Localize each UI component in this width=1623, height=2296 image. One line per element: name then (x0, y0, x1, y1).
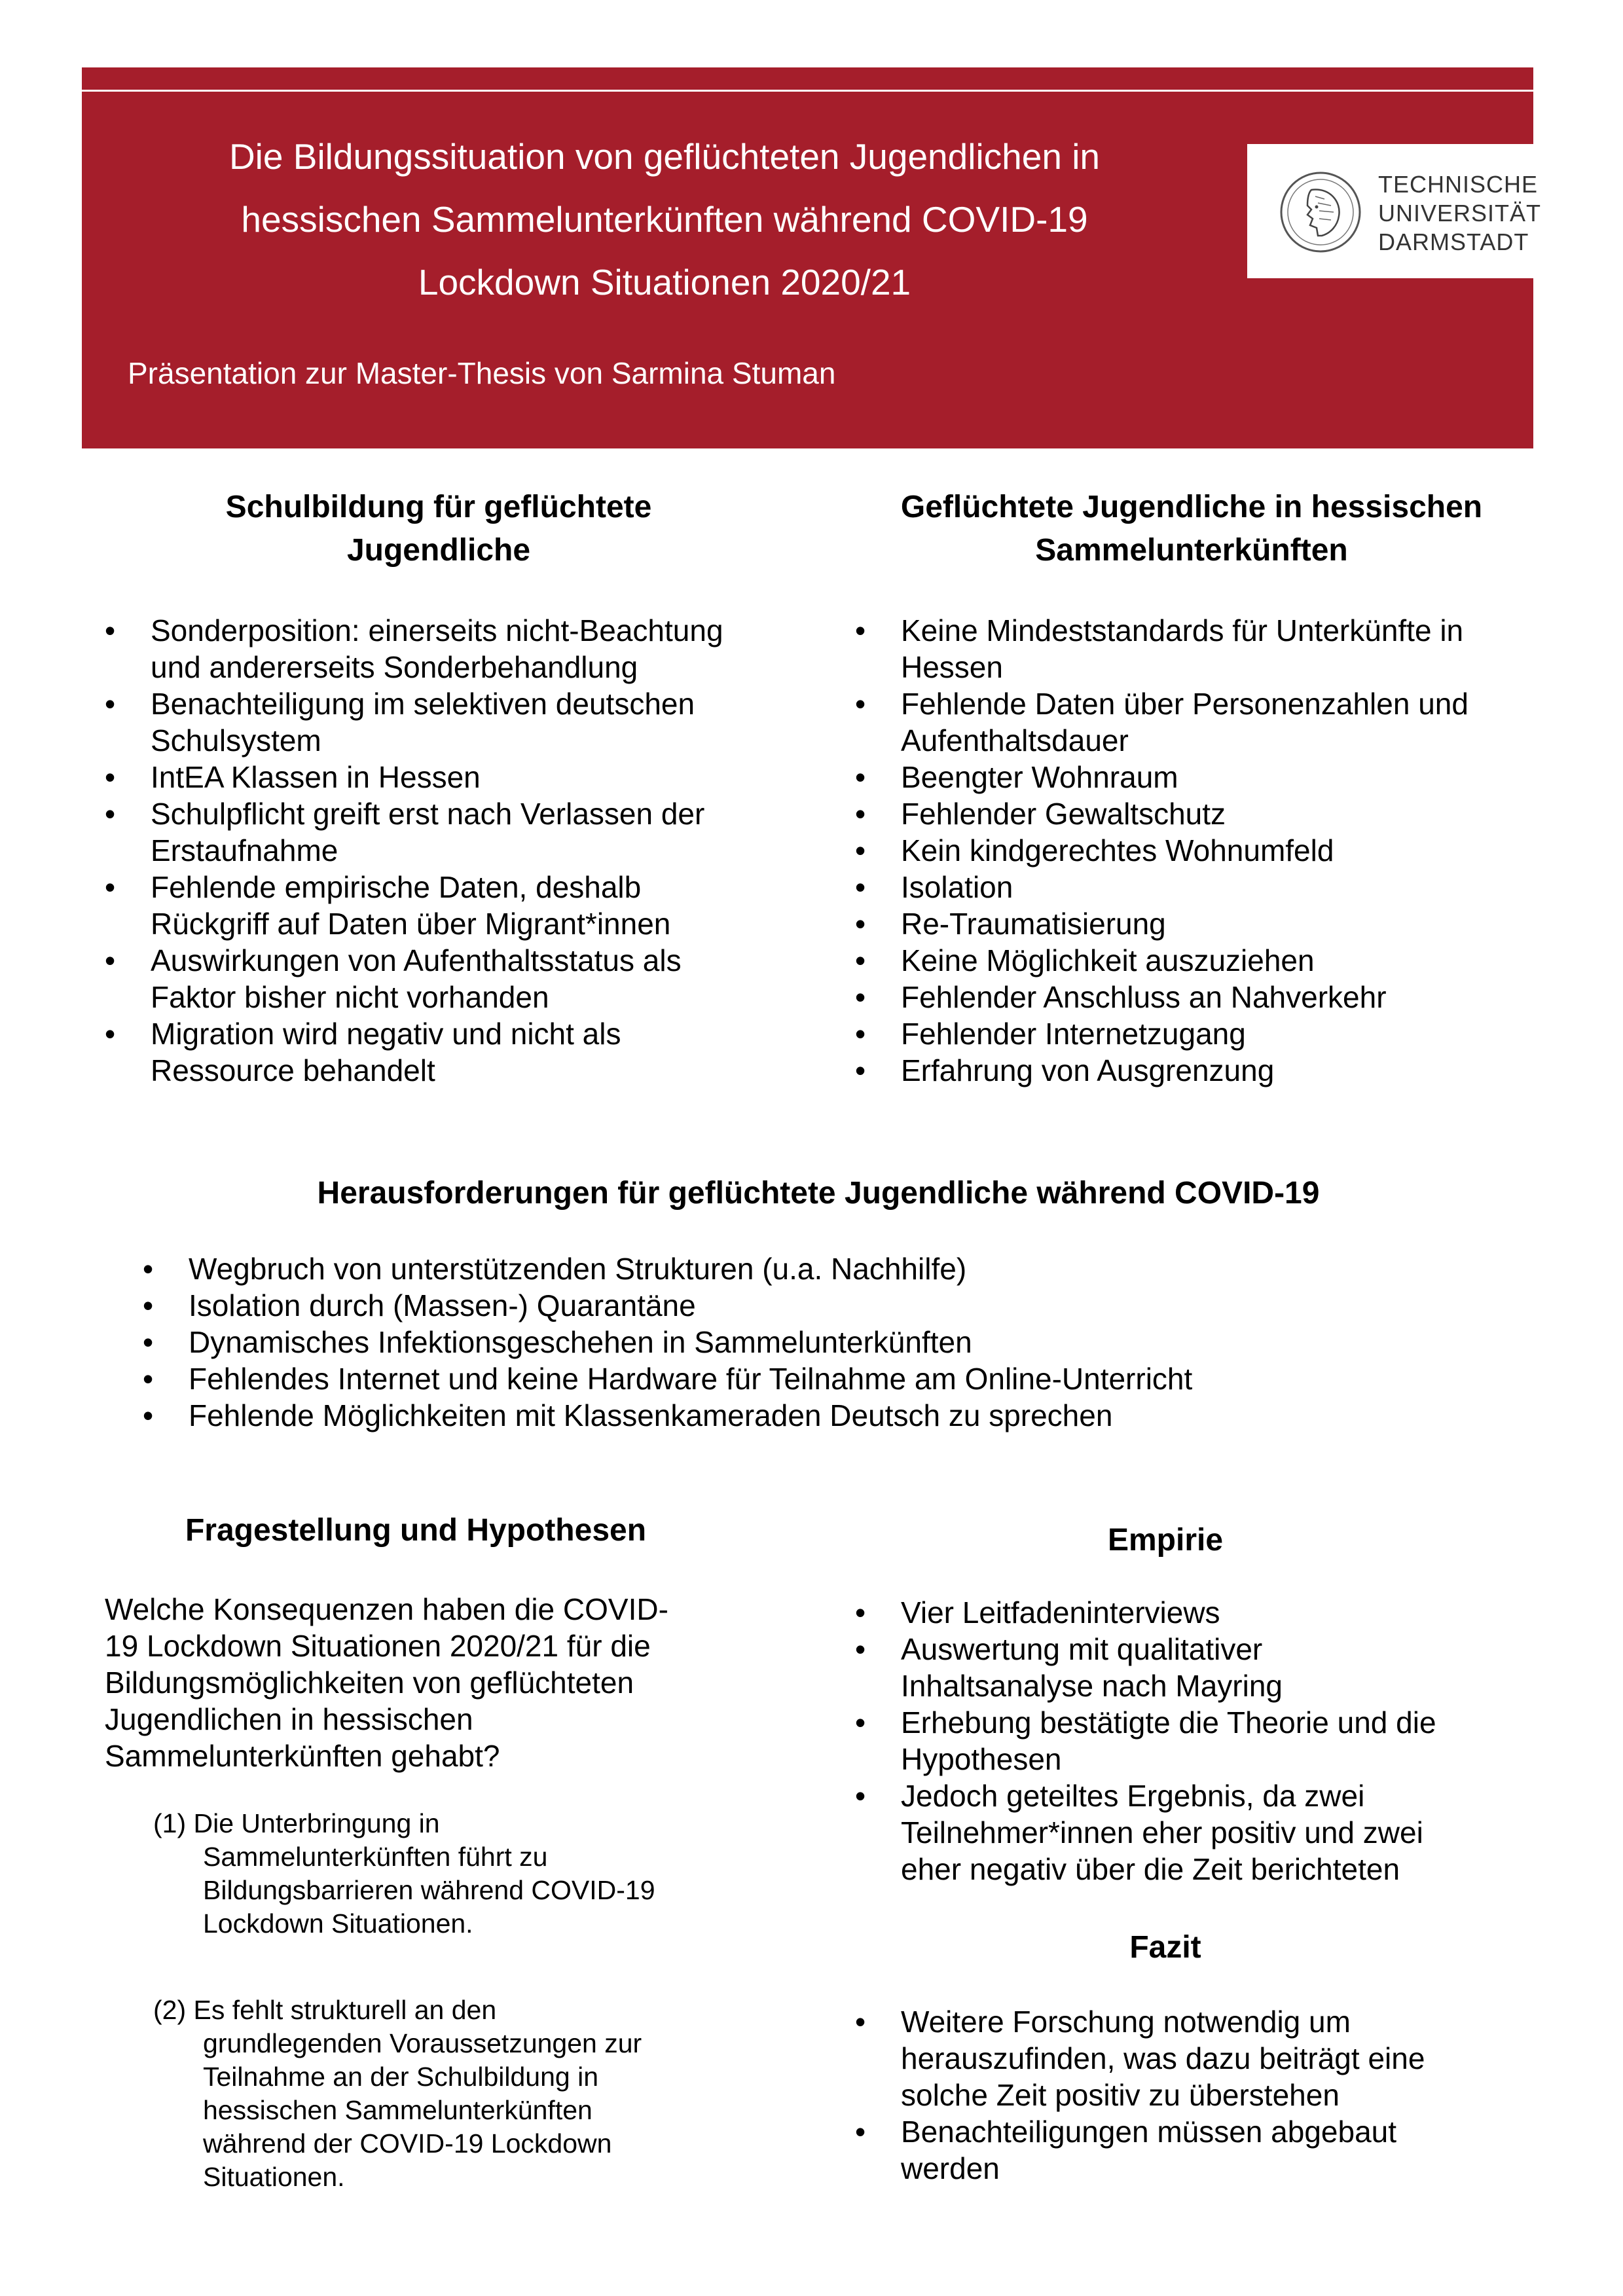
bullet-icon: • (855, 2115, 866, 2149)
hypothesis-line: Situationen. (203, 2162, 345, 2192)
list-item-line: Vier Leitfadeninterviews (901, 1595, 1220, 1630)
herausforderungen-list (143, 1250, 1452, 1434)
hypothesis-1 (153, 1807, 742, 1941)
bullet-icon: • (855, 1595, 866, 1630)
herausforderungen-heading: Herausforderungen für geflüchtete Jugendliche während COVID-19 (317, 1176, 1320, 1211)
list-item (105, 759, 812, 795)
list-item (105, 795, 812, 869)
bullet-icon: • (105, 870, 116, 904)
list-item-line: Fehlende empirische Daten, deshalb (151, 870, 642, 904)
list-item-line: Fehlende Daten über Personenzahlen und (901, 687, 1468, 721)
list-item (143, 1250, 1452, 1287)
hypothesis-line: Teilnahme an der Schulbildung in (203, 2062, 599, 2092)
university-logo (1247, 144, 1542, 278)
list-item-line: IntEA Klassen in Hessen (151, 760, 481, 794)
bullet-icon: • (143, 1362, 154, 1396)
hypothesis-line: grundlegenden Voraussetzungen zur (203, 2028, 642, 2058)
bullet-icon: • (105, 687, 116, 721)
bullet-icon: • (855, 1705, 866, 1740)
list-item (143, 1324, 1452, 1360)
list-item-line: Auswertung mit qualitativer (901, 1632, 1263, 1666)
bullet-icon: • (855, 943, 866, 977)
list-item (855, 2003, 1575, 2113)
heading-line: Sammelunterkünften (1035, 533, 1348, 568)
bullet-icon: • (105, 760, 116, 794)
hypothesis-line: Die Unterbringung in (193, 1808, 440, 1838)
list-item-line: Schulpflicht greift erst nach Verlassen der (151, 797, 705, 831)
list-item-line: Weitere Forschung notwendig um (901, 2005, 1351, 2039)
list-item-line: Wegbruch von unterstützenden Strukturen (u.a. Nachhilfe) (189, 1252, 967, 1286)
question-line: Bildungsmöglichkeiten von geflüchteten (105, 1666, 634, 1700)
bullet-icon: • (105, 943, 116, 977)
list-item-line: Fehlender Gewaltschutz (901, 797, 1226, 831)
list-item-line: Dynamisches Infektionsgeschehen in Sammelunterkünften (189, 1325, 972, 1359)
title-line: Die Bildungssituation von geflüchteten Jugendlichen in (228, 136, 1101, 177)
list-item (855, 2113, 1575, 2187)
hypothesis-line: Lockdown Situationen. (203, 1908, 473, 1939)
list-item (855, 1052, 1575, 1089)
fazit-list (855, 2003, 1575, 2187)
list-item (855, 832, 1575, 869)
bullet-icon: • (105, 613, 116, 647)
list-item-line: Keine Möglichkeit auszuziehen (901, 943, 1315, 977)
bullet-icon: • (855, 613, 866, 647)
hypothesis-line: Bildungsbarrieren während COVID-19 (203, 1875, 655, 1905)
list-item (855, 1594, 1575, 1631)
sammelunterkuenfte-heading (845, 486, 1539, 572)
bullet-icon: • (855, 1053, 866, 1087)
bullet-icon: • (143, 1252, 154, 1286)
poster-subtitle: Präsentation zur Master-Thesis von Sarmina Stuman (128, 356, 836, 390)
hypothesis-line: Sammelunterkünften führt zu (203, 1842, 548, 1872)
list-item-line: Schulsystem (151, 723, 321, 757)
fragestellung-heading: Fragestellung und Hypothesen (185, 1513, 647, 1548)
banner-divider (82, 90, 1533, 92)
list-item-line: Fehlender Internetzugang (901, 1017, 1246, 1051)
bullet-icon: • (143, 1288, 154, 1322)
list-item-line: Erfahrung von Ausgrenzung (901, 1053, 1275, 1087)
list-item (855, 685, 1575, 759)
list-item-line: eher negativ über die Zeit berichteten (901, 1852, 1400, 1886)
list-item (105, 612, 812, 685)
university-seal-icon (1279, 170, 1362, 254)
list-item-line: Aufenthaltsdauer (901, 723, 1129, 757)
hypothesis-number: (2) (153, 1995, 187, 2025)
research-question (105, 1591, 759, 1774)
list-item (855, 1777, 1575, 1887)
bullet-icon: • (855, 2005, 866, 2039)
list-item-line: Rückgriff auf Daten über Migrant*innen (151, 907, 671, 941)
question-line: Welche Konsequenzen haben die COVID- (105, 1592, 668, 1626)
bullet-icon: • (855, 870, 866, 904)
list-item (855, 612, 1575, 685)
list-item-line: Fehlendes Internet und keine Hardware für Teilnahme am Online-Unterricht (189, 1362, 1193, 1396)
fazit-heading: Fazit (1129, 1930, 1201, 1965)
hypothesis-number: (1) (153, 1808, 187, 1838)
bullet-icon: • (855, 1632, 866, 1666)
list-item-line: Isolation (901, 870, 1013, 904)
list-item-line: Sonderposition: einerseits nicht-Beachtung (151, 613, 723, 647)
list-item (855, 795, 1575, 832)
schulbildung-list (105, 612, 812, 1089)
poster-title (173, 125, 1156, 314)
hypothesis-line: während der COVID-19 Lockdown (203, 2128, 612, 2159)
question-line: 19 Lockdown Situationen 2020/21 für die (105, 1629, 651, 1663)
hypothesis-line: Es fehlt strukturell an den (193, 1995, 497, 2025)
heading-line: Schulbildung für geflüchtete (225, 490, 652, 524)
title-line: Lockdown Situationen 2020/21 (418, 262, 911, 302)
university-name (1378, 170, 1541, 257)
bullet-icon: • (105, 1017, 116, 1051)
bullet-icon: • (855, 1779, 866, 1813)
bullet-icon: • (855, 980, 866, 1014)
list-item (105, 685, 812, 759)
bullet-icon: • (855, 797, 866, 831)
list-item (855, 942, 1575, 979)
list-item-line: Auswirkungen von Aufenthaltsstatus als (151, 943, 682, 977)
heading-line: Geflüchtete Jugendliche in hessischen (900, 490, 1483, 524)
bullet-icon: • (855, 1017, 866, 1051)
list-item-line: Beengter Wohnraum (901, 760, 1178, 794)
list-item-line: Fehlende Möglichkeiten mit Klassenkameraden Deutsch zu sprechen (189, 1398, 1113, 1432)
heading-line: Jugendliche (346, 533, 531, 568)
list-item-line: Erhebung bestätigte die Theorie und die (901, 1705, 1436, 1740)
title-line: hessischen Sammelunterkünften während COVID-19 (241, 199, 1088, 240)
list-item-line: solche Zeit positiv zu überstehen (901, 2078, 1340, 2112)
list-item-line: Ressource behandelt (151, 1053, 435, 1087)
list-item-line: und andererseits Sonderbehandlung (151, 650, 638, 684)
question-line: Sammelunterkünften gehabt? (105, 1739, 500, 1773)
list-item-line: Jedoch geteiltes Ergebnis, da zwei (901, 1779, 1365, 1813)
question-line: Jugendlichen in hessischen (105, 1702, 473, 1736)
list-item (855, 1015, 1575, 1052)
list-item-line: Hypothesen (901, 1742, 1062, 1776)
list-item-line: Erstaufnahme (151, 833, 338, 867)
bullet-icon: • (855, 907, 866, 941)
hypothesis-2 (153, 1994, 742, 2194)
list-item-line: Migration wird negativ und nicht als (151, 1017, 621, 1051)
empirie-list (855, 1594, 1575, 1887)
empirie-heading: Empirie (1107, 1523, 1224, 1558)
logo-line: DARMSTADT (1378, 228, 1529, 255)
list-item-line: Re-Traumatisierung (901, 907, 1166, 941)
bullet-icon: • (143, 1398, 154, 1432)
list-item (855, 759, 1575, 795)
schulbildung-heading (105, 486, 773, 572)
list-item (105, 869, 812, 942)
list-item-line: Inhaltsanalyse nach Mayring (901, 1669, 1283, 1703)
list-item-line: Hessen (901, 650, 1003, 684)
list-item (143, 1360, 1452, 1397)
sammelunterkuenfte-list (855, 612, 1575, 1089)
list-item (105, 942, 812, 1015)
list-item-line: Keine Mindeststandards für Unterkünfte in (901, 613, 1464, 647)
bullet-icon: • (855, 760, 866, 794)
list-item-line: Teilnehmer*innen eher positiv und zwei (901, 1815, 1423, 1850)
bullet-icon: • (855, 833, 866, 867)
list-item (855, 979, 1575, 1015)
list-item-line: herauszufinden, was dazu beiträgt eine (901, 2041, 1425, 2075)
bullet-icon: • (855, 687, 866, 721)
list-item-line: Fehlender Anschluss an Nahverkehr (901, 980, 1387, 1014)
hypothesis-line: hessischen Sammelunterkünften (203, 2095, 593, 2125)
list-item (105, 1015, 812, 1089)
logo-line: TECHNISCHE (1378, 171, 1539, 198)
logo-line: UNIVERSITÄT (1378, 200, 1542, 227)
bullet-icon: • (105, 797, 116, 831)
list-item-line: Benachteiligung im selektiven deutschen (151, 687, 695, 721)
list-item (143, 1287, 1452, 1324)
list-item-line: Isolation durch (Massen-) Quarantäne (189, 1288, 696, 1322)
list-item-line: Kein kindgerechtes Wohnumfeld (901, 833, 1334, 867)
list-item (855, 1631, 1575, 1704)
list-item-line: Benachteiligungen müssen abgebaut (901, 2115, 1397, 2149)
list-item-line: werden (901, 2151, 1000, 2185)
list-item-line: Faktor bisher nicht vorhanden (151, 980, 549, 1014)
bullet-icon: • (143, 1325, 154, 1359)
list-item (143, 1397, 1452, 1434)
list-item (855, 905, 1575, 942)
list-item (855, 869, 1575, 905)
list-item (855, 1704, 1575, 1777)
header-banner (82, 67, 1542, 448)
